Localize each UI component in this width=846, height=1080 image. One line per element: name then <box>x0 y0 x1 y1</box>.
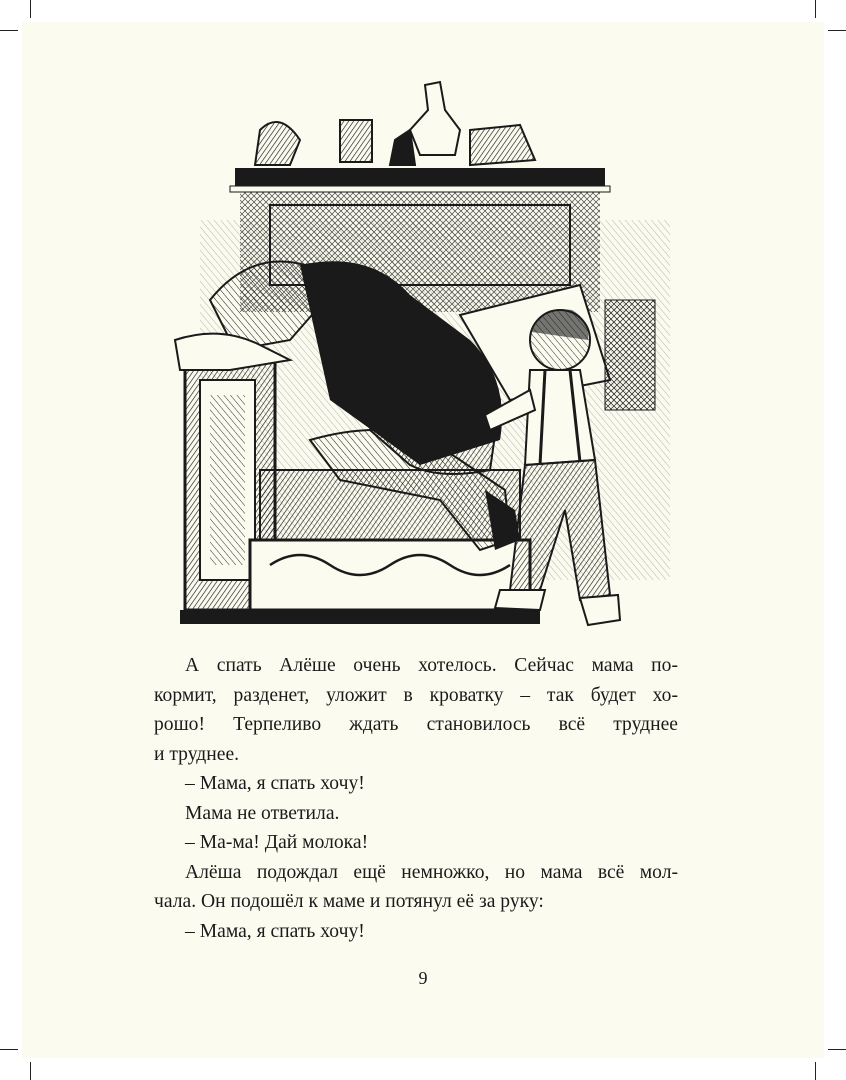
text-line: – Ма-ма! Дай молока! <box>185 832 369 853</box>
crop-mark <box>0 30 18 31</box>
crop-mark <box>828 30 846 31</box>
text-line: – Мама, я спать хочу! <box>185 773 365 794</box>
story-text <box>154 651 678 946</box>
paragraph <box>154 858 678 917</box>
crop-mark <box>30 1062 31 1080</box>
text-line: рошо! Терпеливо ждать становилось всё труднее <box>154 714 678 735</box>
text-line: чала. Он подошёл к маме и потянул её за руку: <box>154 891 544 912</box>
paragraph <box>154 651 678 769</box>
paragraph <box>154 769 678 799</box>
crop-mark <box>815 1062 816 1080</box>
crop-mark <box>30 0 31 18</box>
text-line: Алёша подождал ещё немножко, но мама всё мол- <box>185 861 678 883</box>
text-line: кормит, разденет, уложит в кроватку – так будет хо- <box>154 684 678 706</box>
paragraph <box>154 828 678 858</box>
text-line: и труднее. <box>154 743 240 765</box>
text-line: – Мама, я спать хочу! <box>185 920 365 942</box>
crop-mark <box>828 1049 846 1050</box>
text-line: Мама не ответила. <box>185 802 340 824</box>
text-line: А спать Алёше очень хотелось. Сейчас мама по- <box>185 655 678 676</box>
shelf-ornaments <box>255 82 535 165</box>
paragraph <box>154 917 678 947</box>
crop-mark <box>0 1049 18 1050</box>
illustration <box>140 70 680 650</box>
pen-drawing <box>140 70 680 650</box>
page-number: 9 <box>418 968 428 988</box>
paragraph <box>154 799 678 829</box>
crop-mark <box>815 0 816 18</box>
